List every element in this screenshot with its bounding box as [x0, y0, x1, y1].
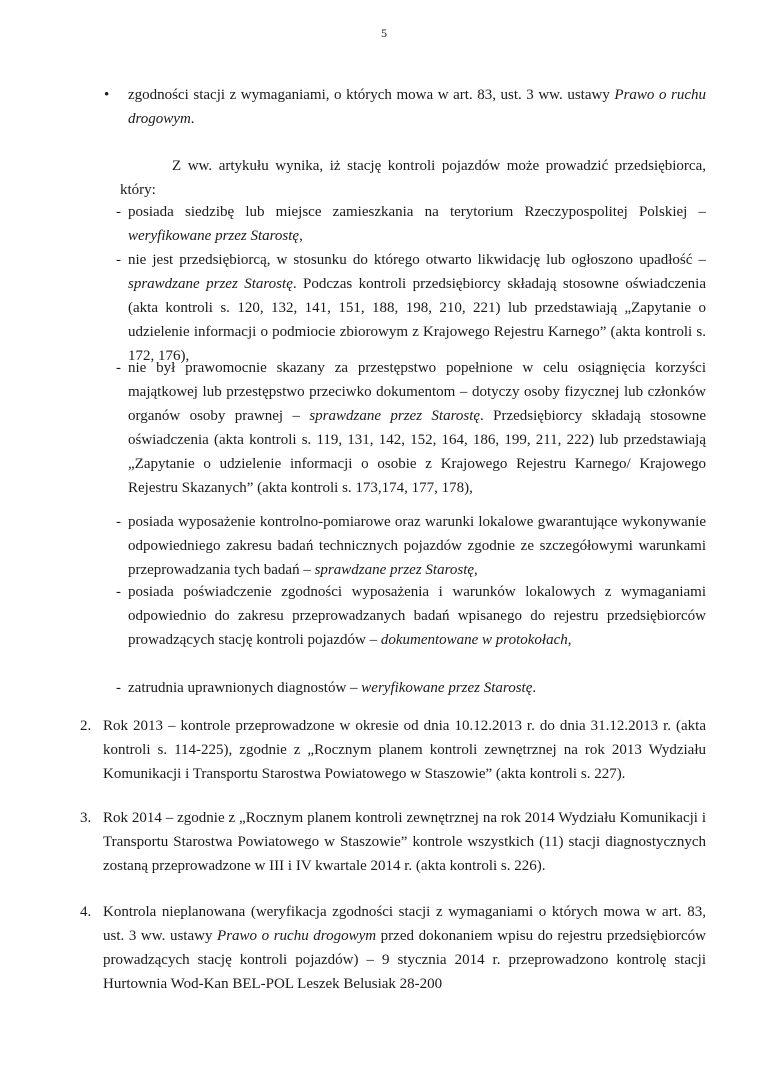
numbered-item-4 [103, 900, 706, 996]
dash-item-1 [128, 200, 706, 248]
dash-marker: - [116, 514, 121, 530]
dash-item-italic: sprawdzane przez Starostę [128, 276, 293, 292]
numbered-item-text: Rok 2014 – zgodnie z „Rocznym planem kontroli zewnętrznej na rok 2014 Wydziału Komunikacji i Transportu Starostwa Powiatowego w Staszowie” kontrole wszystkich (11) stacji diagnostycznych zostaną przeprowadzone w III i IV kwartale 2014 r. (akta kontroli s. 226). [103, 810, 706, 874]
item-number: 2. [80, 718, 92, 734]
bullet-marker: • [104, 87, 110, 103]
numbered-item-text: Rok 2013 – kontrole przeprowadzone w okresie od dnia 10.12.2013 r. do dnia 31.12.2013 r. (akta kontroli s. 114-225), zgodnie z „Rocznym planem kontroli zewnętrznej na rok 2013 Wydziału Komunikacji i Transportu Starostwa Powiatowego w Staszowie” (akta kontroli s. 227). [103, 718, 706, 782]
bullet-paragraph [128, 83, 706, 131]
dash-item-italic: sprawdzane przez Starostę [309, 408, 481, 424]
dash-item-end: , [299, 228, 303, 244]
bullet-text: zgodności stacji z wymaganiami, o których mowa w art. 83, ust. 3 ww. ustawy [128, 87, 615, 103]
dash-marker: - [116, 204, 121, 220]
dash-item-end: . Podczas kontroli przedsiębiorcy składają stosowne oświadczenia (akta kontroli s. 120, 132, 141, 151, 188, 198, 210, 221) lub przedstawiają „Zapytanie o udzielenie informacji o podmiocie zbiorowym z Krajowego Rejestru Karnego” (akta kontroli s. 172, 176), [128, 276, 706, 364]
dash-item-text: posiada poświadczenie zgodności wyposażenia i warunków lokalowych z wymaganiami odpowiednio do zakresu przeprowadzanych badań wpisanego do rejestru przedsiębiorców prowadzących stację kontroli pojazdów – [128, 584, 706, 648]
dash-item-text: zatrudnia uprawnionych diagnostów – [128, 680, 362, 696]
dash-item-italic: dokumentowane w protokołach [380, 632, 568, 648]
dash-marker: - [116, 680, 121, 696]
dash-marker: - [116, 584, 121, 600]
dash-item-text: nie był prawomocnie skazany za przestępstwo popełnione w celu osiągnięcia korzyści majątkowej lub przestępstwo przeciwko dokumentom – dotyczy osoby fizycznej lub członków organów osoby prawnej – [128, 360, 706, 424]
dash-marker: - [116, 360, 121, 376]
dash-item-text: posiada wyposażenie kontrolno-pomiarowe oraz warunki lokalowe gwarantujące wykonywanie odpowiedniego zakresu badań technicznych pojazdów zgodnie ze szczegółowymi warunkami przeprowadzania tych badań – [128, 514, 706, 578]
numbered-item-italic: Prawo o ruchu drogowym [217, 928, 377, 944]
item-number: 4. [80, 904, 92, 920]
dash-item-end: , [474, 562, 478, 578]
numbered-item-end: przed dokonaniem wpisu do rejestru przedsiębiorców prowadzących stację kontroli pojazdów) – 9 stycznia 2014 r. przeprowadzono kontrolę stacji Hurtownia Wod-Kan BEL-POL Leszek Belusiak 28-200 [103, 928, 707, 992]
bullet-end: . [190, 111, 195, 127]
item-number: 3. [80, 810, 92, 826]
dash-item-text: posiada siedzibę lub miejsce zamieszkania na terytorium Rzeczypospolitej Polskiej – [128, 204, 706, 220]
bullet-italic: Prawo o ruchu drogowym [128, 87, 707, 127]
numbered-item-2 [103, 714, 706, 786]
dash-item-italic: weryfikowane przez Starostę [128, 228, 300, 244]
dash-item-end: . [532, 680, 537, 696]
numbered-item-3 [103, 806, 706, 878]
dash-item-text: nie jest przedsiębiorcą, w stosunku do którego otwarto likwidację lub ogłoszono upadłość – [128, 252, 706, 268]
dash-item-5 [128, 580, 706, 652]
page-number: 5 [381, 26, 387, 40]
dash-item-end: , [567, 632, 572, 648]
dash-item-italic: sprawdzane przez Starostę [314, 562, 475, 578]
dash-item-end: . Przedsiębiorcy składają stosowne oświadczenia (akta kontroli s. 119, 131, 142, 152, 164, 186, 199, 211, 222) lub przedstawiają „Zapytanie o udzielenie informacji o osobie z Krajowego Rejestru Karnego/ Krajowego Rejestru Skazanych” (akta kontroli s. 173,174, 177, 178), [128, 408, 706, 496]
intro-paragraph: Z ww. artykułu wynika, iż stację kontroli pojazdów może prowadzić przedsiębiorca, który: [120, 158, 706, 198]
numbered-item-text: Kontrola nieplanowana (weryfikacja zgodności stacji z wymaganiami o których mowa w art. 83, ust. 3 ww. ustawy [103, 904, 706, 944]
dash-item-italic: weryfikowane przez Starostę [361, 680, 533, 696]
dash-marker: - [116, 252, 121, 268]
dash-item-2 [128, 248, 706, 368]
dash-item-3 [128, 356, 706, 500]
dash-item-6 [128, 676, 706, 700]
dash-item-4 [128, 510, 706, 582]
